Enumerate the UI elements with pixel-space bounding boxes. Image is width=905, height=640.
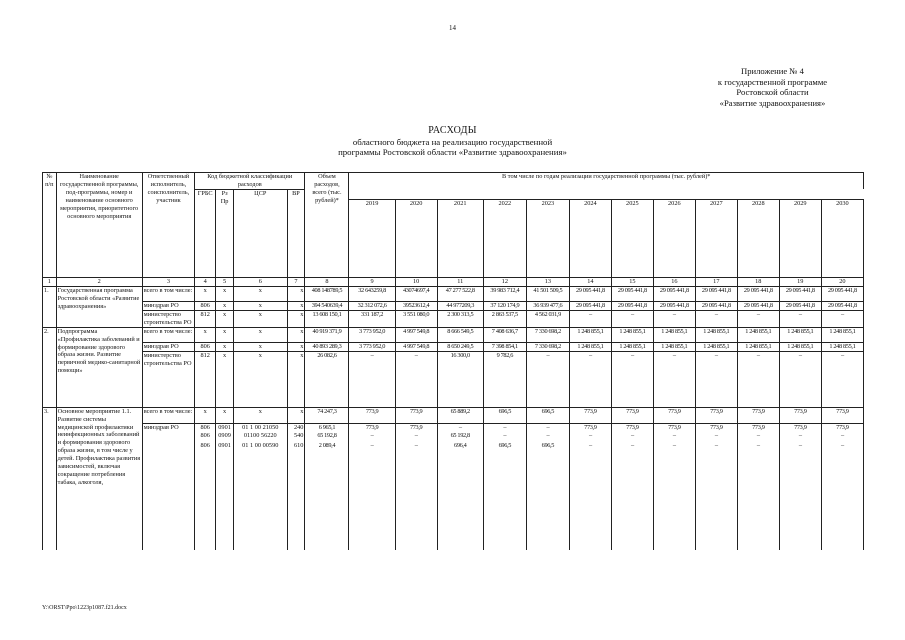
- row-year-value: 4 997 549,8: [395, 327, 437, 342]
- row-year-value: 29 095 441,8: [611, 301, 653, 310]
- row-year-value: –: [653, 351, 695, 407]
- row-year-value: 1 248 855,1: [569, 327, 611, 342]
- row-year-value: 1 248 855,1: [653, 342, 695, 351]
- row-year-value: 29 095 441,8: [737, 301, 779, 310]
- table-row: [43, 423, 864, 432]
- row-executor: всего в том числе:: [142, 286, 194, 301]
- row-year-value: 1 248 855,1: [653, 327, 695, 342]
- header-rzpr: Рз Пр: [216, 189, 234, 277]
- header-year: 2019: [349, 199, 395, 277]
- header-budget-code: Код бюджетной классификации расходов: [195, 173, 305, 190]
- table-row: [43, 432, 864, 442]
- header-volume: Объем расходов, всего (тыс. рублей)*: [305, 173, 349, 278]
- header-year: 2020: [395, 199, 437, 277]
- table-row: [43, 286, 864, 301]
- row-rzpr: х: [216, 407, 234, 423]
- row-grbs: 806: [195, 301, 216, 310]
- row-year-value: –: [526, 423, 569, 432]
- row-year-value: 32 643259,8: [349, 286, 395, 301]
- header-year: 2028: [737, 199, 779, 277]
- row-executor: всего в том числе:: [142, 407, 194, 423]
- row-year-value: –: [569, 310, 611, 327]
- table-row: [43, 407, 864, 423]
- row-year-value: 4 562 031,9: [526, 310, 569, 327]
- header-year: 2023: [526, 199, 569, 277]
- row-year-value: –: [569, 432, 611, 442]
- row-grbs: 812: [195, 310, 216, 327]
- row-csr: 01 1 00 00590: [234, 442, 288, 550]
- row-year-value: 773,9: [349, 423, 395, 432]
- row-year-value: 696,4: [437, 442, 483, 550]
- column-number: 17: [695, 277, 737, 286]
- row-vr: 610: [287, 442, 305, 550]
- row-year-value: 29 095 441,8: [569, 286, 611, 301]
- row-total: 394 540639,4: [305, 301, 349, 310]
- row-vr: х: [287, 342, 305, 351]
- row-year-value: 47 277 522,8: [437, 286, 483, 301]
- column-number: 20: [821, 277, 863, 286]
- row-year-value: 1 248 855,1: [779, 342, 821, 351]
- row-csr: х: [234, 327, 288, 342]
- row-total: 40 893 289,3: [305, 342, 349, 351]
- row-year-value: –: [611, 432, 653, 442]
- row-vr: х: [287, 407, 305, 423]
- column-number: 2: [56, 277, 142, 286]
- row-year-value: 773,9: [695, 407, 737, 423]
- row-year-value: 773,9: [737, 423, 779, 432]
- row-year-value: 331 187,2: [349, 310, 395, 327]
- row-year-value: 696,5: [483, 442, 526, 550]
- row-year-value: 29 095 441,8: [695, 301, 737, 310]
- row-year-value: 773,9: [653, 407, 695, 423]
- title-line-2: областного бюджета на реализацию государственной: [352, 136, 553, 147]
- row-year-value: 37 120 174,9: [483, 301, 526, 310]
- row-year-value: 8 650 249,5: [437, 342, 483, 351]
- column-number: 11: [437, 277, 483, 286]
- header-by-years: В том числе по годам реализации государственной программы (тыс. рублей)*: [349, 173, 864, 190]
- row-year-value: 4 997 549,8: [395, 342, 437, 351]
- row-year-value: 773,9: [653, 423, 695, 432]
- row-executor: минздрав РО: [142, 423, 194, 432]
- header-year: 2022: [483, 199, 526, 277]
- row-year-value: 3 551 080,0: [395, 310, 437, 327]
- row-rzpr: х: [216, 301, 234, 310]
- row-year-value: 773,9: [821, 423, 863, 432]
- row-total: 26 082,6: [305, 351, 349, 407]
- row-total: 40 919 371,9: [305, 327, 349, 342]
- row-year-value: 43074697,4: [395, 286, 437, 301]
- row-year-value: 1 248 855,1: [695, 342, 737, 351]
- row-year-value: 1 248 855,1: [569, 342, 611, 351]
- row-csr: 01100 56220: [234, 432, 288, 442]
- row-year-value: 3 773 952,0: [349, 327, 395, 342]
- row-executor: минздрав РО: [142, 342, 194, 351]
- row-year-value: –: [437, 423, 483, 432]
- column-number: 7: [287, 277, 305, 286]
- row-vr: 240: [287, 423, 305, 432]
- row-rzpr: х: [216, 286, 234, 301]
- row-executor: [142, 432, 194, 442]
- row-year-value: –: [821, 432, 863, 442]
- appendix-block: [640, 66, 905, 108]
- row-year-value: 696,5: [483, 407, 526, 423]
- header-year: 2025: [611, 199, 653, 277]
- row-year-value: 9 782,6: [483, 351, 526, 407]
- row-year-value: 773,9: [737, 407, 779, 423]
- row-year-value: 773,9: [349, 407, 395, 423]
- row-year-value: 773,9: [395, 407, 437, 423]
- row-year-value: 29 095 441,8: [569, 301, 611, 310]
- row-year-value: 773,9: [695, 423, 737, 432]
- row-number: 1.: [43, 286, 57, 327]
- header-csr: ЦСР: [234, 189, 288, 277]
- row-executor: министерство строительства РО: [142, 310, 194, 327]
- row-year-value: –: [779, 310, 821, 327]
- file-path-footer: Y:\ORST\Ppo\1223p1087.f21.docx: [42, 605, 127, 611]
- row-number: 2.: [43, 327, 57, 407]
- column-number: 8: [305, 277, 349, 286]
- column-number: 12: [483, 277, 526, 286]
- row-grbs: х: [195, 407, 216, 423]
- table-row: [43, 342, 864, 351]
- row-year-value: –: [483, 423, 526, 432]
- row-year-value: –: [779, 432, 821, 442]
- row-rzpr: 0909: [216, 432, 234, 442]
- row-csr: х: [234, 407, 288, 423]
- row-year-value: 1 248 855,1: [737, 342, 779, 351]
- row-vr: х: [287, 327, 305, 342]
- row-rzpr: х: [216, 327, 234, 342]
- row-csr: х: [234, 286, 288, 301]
- table-row: [43, 442, 864, 550]
- column-number: 5: [216, 277, 234, 286]
- row-year-value: 29 095 441,8: [779, 301, 821, 310]
- row-vr: х: [287, 310, 305, 327]
- column-number: 10: [395, 277, 437, 286]
- row-year-value: –: [821, 310, 863, 327]
- row-year-value: 65 192,8: [437, 432, 483, 442]
- row-year-value: 29 095 441,8: [821, 301, 863, 310]
- row-year-value: 16 300,0: [437, 351, 483, 407]
- row-executor: [142, 442, 194, 550]
- row-year-value: 29 095 441,8: [779, 286, 821, 301]
- table-row: [43, 351, 864, 407]
- row-year-value: 44 977209,3: [437, 301, 483, 310]
- column-number: 18: [737, 277, 779, 286]
- title-line-3: программы Ростовской области «Развитие здравоохранения»: [338, 147, 567, 158]
- row-year-value: 29 095 441,8: [611, 286, 653, 301]
- header-num: № п/п: [43, 173, 57, 278]
- row-rzpr: 0901: [216, 423, 234, 432]
- row-year-value: –: [695, 432, 737, 442]
- row-year-value: –: [737, 351, 779, 407]
- row-name: Основное мероприятие 1.1. Развитие системы медицинской профилактики неинфекционных заболеваний и формирования здорового образа жизни, в том числе у детей. Профилактика развития зависимостей, включая сокращение потребления табака, алкоголя,: [56, 407, 142, 550]
- row-year-value: 773,9: [821, 407, 863, 423]
- row-year-value: –: [695, 442, 737, 550]
- table-row: [43, 301, 864, 310]
- row-year-value: 1 248 855,1: [821, 327, 863, 342]
- appendix-line-4: «Развитие здравоохранения»: [719, 97, 826, 108]
- row-number: 3.: [43, 407, 57, 550]
- row-rzpr: х: [216, 310, 234, 327]
- row-year-value: 1 248 855,1: [821, 342, 863, 351]
- row-year-value: –: [611, 310, 653, 327]
- row-vr: х: [287, 286, 305, 301]
- row-year-value: –: [569, 351, 611, 407]
- row-year-value: –: [821, 442, 863, 550]
- row-year-value: 1 248 855,1: [611, 327, 653, 342]
- row-csr: х: [234, 342, 288, 351]
- header-name: Наименование государственной программы, под-программы, номер и наименование основного мероприятия, приоритетного основного мероприятия: [56, 173, 142, 278]
- row-year-value: 773,9: [395, 423, 437, 432]
- header-executor: Ответственный исполнитель, соисполнитель, участник: [142, 173, 194, 278]
- header-year: 2030: [821, 199, 863, 277]
- column-number: 14: [569, 277, 611, 286]
- row-year-value: 773,9: [611, 423, 653, 432]
- row-year-value: 1 248 855,1: [611, 342, 653, 351]
- row-year-value: 29 095 441,8: [821, 286, 863, 301]
- row-grbs: х: [195, 286, 216, 301]
- row-csr: 01 1 00 21050: [234, 423, 288, 432]
- row-year-value: 773,9: [569, 407, 611, 423]
- header-vr: ВР: [287, 189, 305, 277]
- row-year-value: –: [737, 310, 779, 327]
- row-year-value: –: [779, 442, 821, 550]
- row-rzpr: х: [216, 351, 234, 407]
- row-year-value: –: [611, 442, 653, 550]
- row-year-value: 29 095 441,8: [695, 286, 737, 301]
- row-total: 408 148789,5: [305, 286, 349, 301]
- column-number: 13: [526, 277, 569, 286]
- row-year-value: 29 095 441,8: [653, 301, 695, 310]
- column-number: 19: [779, 277, 821, 286]
- row-grbs: х: [195, 327, 216, 342]
- row-year-value: –: [526, 432, 569, 442]
- row-year-value: –: [395, 442, 437, 550]
- row-year-value: –: [653, 432, 695, 442]
- row-total: 13 608 150,1: [305, 310, 349, 327]
- row-year-value: –: [653, 442, 695, 550]
- row-year-value: 696,5: [526, 407, 569, 423]
- row-year-value: 29 095 441,8: [737, 286, 779, 301]
- appendix-line-1: Приложение № 4: [741, 66, 804, 76]
- row-executor: министерство строительства РО: [142, 351, 194, 407]
- row-grbs: 806: [195, 432, 216, 442]
- row-rzpr: 0901: [216, 442, 234, 550]
- table-row: [43, 310, 864, 327]
- row-year-value: 1 248 855,1: [695, 327, 737, 342]
- header-year: 2024: [569, 199, 611, 277]
- row-year-value: 773,9: [779, 407, 821, 423]
- row-total: 2 089,4: [305, 442, 349, 550]
- row-year-value: 41 501 509,5: [526, 286, 569, 301]
- row-year-value: –: [737, 432, 779, 442]
- row-year-value: –: [483, 432, 526, 442]
- column-number: 3: [142, 277, 194, 286]
- row-year-value: 7 408 636,7: [483, 327, 526, 342]
- header-year: 2026: [653, 199, 695, 277]
- column-number: 6: [234, 277, 288, 286]
- row-year-value: 773,9: [779, 423, 821, 432]
- row-total: 74 247,3: [305, 407, 349, 423]
- row-year-value: 36 939 477,6: [526, 301, 569, 310]
- header-year: 2021: [437, 199, 483, 277]
- row-year-value: 32 312 072,6: [349, 301, 395, 310]
- row-name: Подпрограмма «Профилактика заболеваний и формирование здорового образа жизни. Развитие первичной медико-санитарной помощи»: [56, 327, 142, 407]
- row-year-value: 39 983 712,4: [483, 286, 526, 301]
- row-year-value: 1 248 855,1: [779, 327, 821, 342]
- row-year-value: 2 863 537,5: [483, 310, 526, 327]
- row-year-value: 7 330 698,2: [526, 327, 569, 342]
- row-vr: х: [287, 301, 305, 310]
- row-csr: х: [234, 301, 288, 310]
- column-number: 1: [43, 277, 57, 286]
- row-total: 65 192,8: [305, 432, 349, 442]
- column-number: 9: [349, 277, 395, 286]
- table-row: [43, 327, 864, 342]
- row-year-value: –: [349, 351, 395, 407]
- row-year-value: 8 666 549,5: [437, 327, 483, 342]
- row-year-value: –: [611, 351, 653, 407]
- row-year-value: –: [395, 432, 437, 442]
- row-year-value: 7 330 698,2: [526, 342, 569, 351]
- header-year: 2029: [779, 199, 821, 277]
- row-year-value: –: [653, 310, 695, 327]
- row-year-value: 3 773 952,0: [349, 342, 395, 351]
- column-number: 4: [195, 277, 216, 286]
- row-executor: минздрав РО: [142, 301, 194, 310]
- row-csr: х: [234, 351, 288, 407]
- row-grbs: 812: [195, 351, 216, 407]
- header-year: 2027: [695, 199, 737, 277]
- row-grbs: 806: [195, 423, 216, 432]
- row-rzpr: х: [216, 342, 234, 351]
- page-number: 14: [449, 24, 456, 32]
- row-csr: х: [234, 310, 288, 327]
- row-vr: 540: [287, 432, 305, 442]
- row-grbs: 806: [195, 342, 216, 351]
- row-year-value: –: [695, 310, 737, 327]
- row-total: 6 965,1: [305, 423, 349, 432]
- row-year-value: 696,5: [526, 442, 569, 550]
- expenses-table: [42, 172, 864, 550]
- header-grbs: ГРБС: [195, 189, 216, 277]
- row-year-value: 65 889,2: [437, 407, 483, 423]
- row-year-value: 7 398 854,1: [483, 342, 526, 351]
- row-year-value: –: [395, 351, 437, 407]
- row-year-value: 773,9: [611, 407, 653, 423]
- appendix-line-2: к государственной программе: [717, 76, 828, 87]
- row-year-value: –: [737, 442, 779, 550]
- row-year-value: 1 248 855,1: [737, 327, 779, 342]
- row-year-value: 2 300 313,5: [437, 310, 483, 327]
- title-heading: РАСХОДЫ: [428, 125, 477, 136]
- row-name: Государственная программа Ростовской области «Развитие здравоохранения»: [56, 286, 142, 327]
- row-year-value: 773,9: [569, 423, 611, 432]
- row-year-value: 29 095 441,8: [653, 286, 695, 301]
- row-year-value: –: [349, 432, 395, 442]
- row-year-value: –: [569, 442, 611, 550]
- appendix-line-3: Ростовской области: [736, 87, 809, 98]
- row-vr: х: [287, 351, 305, 407]
- row-grbs: 806: [195, 442, 216, 550]
- row-year-value: –: [526, 351, 569, 407]
- row-year-value: 39523612,4: [395, 301, 437, 310]
- row-executor: всего в том числе:: [142, 327, 194, 342]
- row-year-value: –: [779, 351, 821, 407]
- row-year-value: –: [695, 351, 737, 407]
- document-title: [0, 126, 905, 158]
- column-number: 15: [611, 277, 653, 286]
- row-year-value: –: [821, 351, 863, 407]
- column-number: 16: [653, 277, 695, 286]
- row-year-value: –: [349, 442, 395, 550]
